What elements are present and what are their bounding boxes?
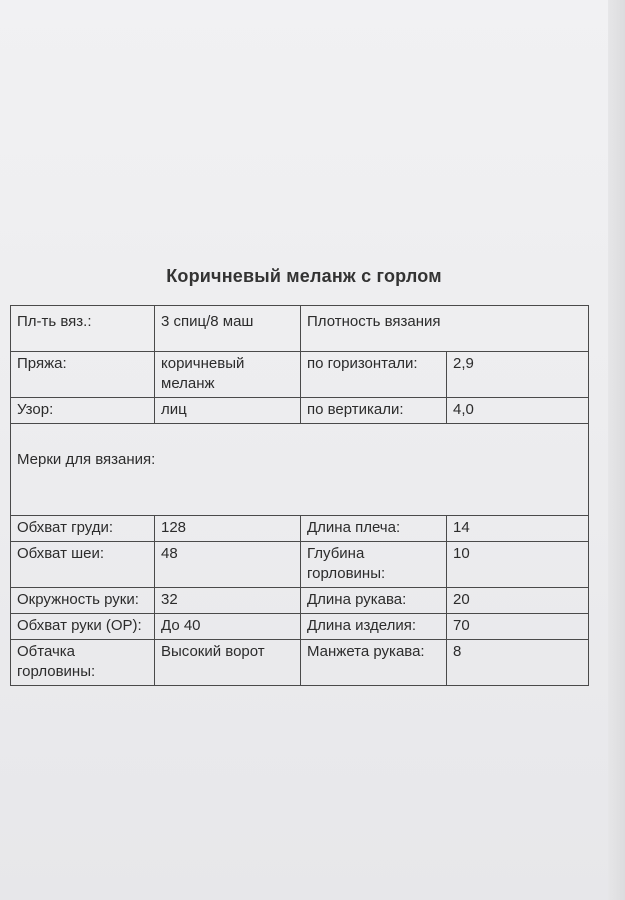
- arm-circumference-value: 32: [155, 588, 301, 614]
- sleeve-length-value: 20: [447, 588, 589, 614]
- table-row: [11, 398, 589, 424]
- yarn-label: Пряжа:: [11, 352, 155, 398]
- shoulder-length-value: 14: [447, 516, 589, 542]
- neck-label: Обхват шеи:: [11, 542, 155, 588]
- neckline-depth-value: 10: [447, 542, 589, 588]
- horizontal-value: 2,9: [447, 352, 589, 398]
- density-header: Плотность вязания: [301, 306, 589, 352]
- table-row: [11, 424, 589, 516]
- page-edge: [608, 0, 625, 900]
- table-row: [11, 306, 589, 352]
- vertical-label: по вертикали:: [301, 398, 447, 424]
- neck-value: 48: [155, 542, 301, 588]
- chest-label: Обхват груди:: [11, 516, 155, 542]
- table-row: [11, 588, 589, 614]
- knit-density-label: Пл-ть вяз.:: [11, 306, 155, 352]
- page-title: Коричневый меланж с горлом: [166, 266, 442, 286]
- neckline-depth-label: Глубина горловины:: [301, 542, 447, 588]
- neckline-facing-label: Обтачка горловины:: [11, 640, 155, 686]
- table-row: [11, 640, 589, 686]
- table-row: [11, 352, 589, 398]
- cuff-value: 8: [447, 640, 589, 686]
- pattern-label: Узор:: [11, 398, 155, 424]
- knitting-parameters-table: [10, 305, 589, 686]
- chest-value: 128: [155, 516, 301, 542]
- cuff-label: Манжета рукава:: [301, 640, 447, 686]
- knit-density-value: 3 спиц/8 маш: [155, 306, 301, 352]
- yarn-value: коричневый меланж: [155, 352, 301, 398]
- garment-length-value: 70: [447, 614, 589, 640]
- upper-arm-value: До 40: [155, 614, 301, 640]
- pattern-value: лиц: [155, 398, 301, 424]
- table-row: [11, 542, 589, 588]
- vertical-value: 4,0: [447, 398, 589, 424]
- measures-header: Мерки для вязания:: [11, 424, 589, 516]
- shoulder-length-label: Длина плеча:: [301, 516, 447, 542]
- arm-circumference-label: Окружность руки:: [11, 588, 155, 614]
- table-row: [11, 614, 589, 640]
- garment-length-label: Длина изделия:: [301, 614, 447, 640]
- neckline-facing-value: Высокий ворот: [155, 640, 301, 686]
- upper-arm-label: Обхват руки (ОР):: [11, 614, 155, 640]
- table-row: [11, 516, 589, 542]
- horizontal-label: по горизонтали:: [301, 352, 447, 398]
- sleeve-length-label: Длина рукава:: [301, 588, 447, 614]
